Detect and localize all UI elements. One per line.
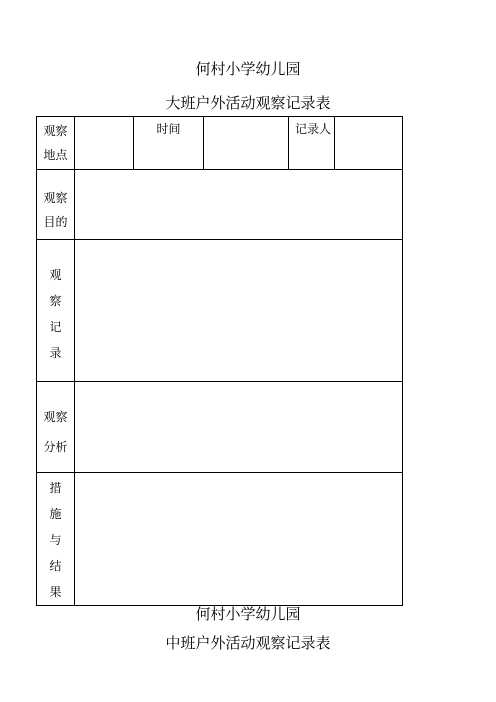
school-title: 何村小学幼儿园 — [195, 60, 301, 78]
measures-label-char: 与 — [49, 533, 62, 547]
analysis-label: 观察分析 — [37, 382, 75, 473]
record-label-char: 录 — [49, 346, 62, 360]
next-form-title: 中班户外活动观察记录表 — [165, 634, 331, 652]
measures-label — [37, 473, 75, 606]
record-label-char: 观 — [49, 268, 62, 282]
analysis-value[interactable] — [75, 382, 403, 473]
place-value[interactable] — [75, 117, 134, 170]
measures-label-char: 措 — [49, 481, 62, 495]
purpose-label: 观察目的 — [37, 170, 75, 240]
place-label: 观察地点 — [37, 117, 75, 170]
observation-record-table — [36, 116, 403, 606]
form-title: 大班户外活动观察记录表 — [165, 94, 331, 112]
measures-label-char: 结 — [49, 559, 62, 573]
record-label-char: 记 — [49, 320, 62, 334]
purpose-value[interactable] — [75, 170, 403, 240]
record-label-char: 察 — [49, 294, 62, 308]
record-label — [37, 240, 75, 382]
next-school-title: 何村小学幼儿园 — [195, 605, 301, 623]
measures-label-char: 果 — [49, 585, 62, 599]
time-label: 时间 — [134, 117, 204, 170]
time-value[interactable] — [204, 117, 289, 170]
record-value[interactable] — [75, 240, 403, 382]
measures-label-char: 施 — [49, 507, 62, 521]
recorder-value[interactable] — [335, 117, 403, 170]
measures-value[interactable] — [75, 473, 403, 606]
recorder-label: 记录人 — [289, 117, 335, 170]
